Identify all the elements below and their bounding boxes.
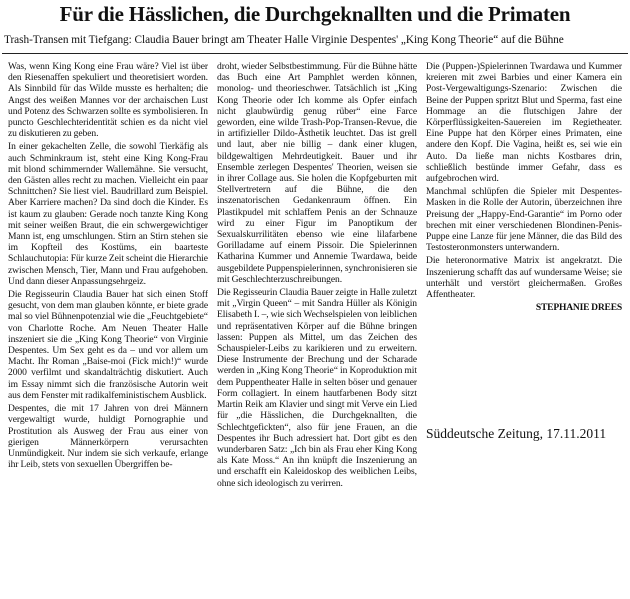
paragraph: Die (Puppen-)Spielerinnen Twardawa und Kummer kreieren mit zwei Barbies und einer Kamera ein Post-Vergewaltigungs-Szenario: Zwischen die Beine der Puppen spritzt Blut und Sperma, fast eine Hommage an die flutschigen Jahre der Körperflüssigkeiten-Sauereien im Regietheater. Eine Puppe hat den Körper eines Primaten, eine andere den Kopf. Die Vagina, heißt es, sei wie ein Auto. Da ließe man nichts Kostbares drin, schließlich bestünde immer Gefahr, dass es aufgebrochen wird. [426, 61, 622, 185]
paragraph: Despentes, die mit 17 Jahren von drei Männern vergewaltigt wurde, huldigt Pornographie und Prostitution als Ausweg der Frau aus einer von gierigen Männerkörpern verursachten Unmündigkeit. Nur indem sie sich verkaufe, erlange ihr Leib, stets von sexuellen Übergriffen be- [8, 403, 208, 471]
paragraph: Die Regisseurin Claudia Bauer hat sich einen Stoff gesucht, von dem man glauben könnte, er biete grade mal so viel Bühnenpotenzial wie die „Feuchtgebiete“ von Charlotte Roche. Am Neuen Theater Halle inszeniert sie die „King Kong Theorie“ von Virginie Despentes. Um Sex geht es da – und vor allem um Macht. Ihr Roman „Baise-moi (Fick mich!)“ wurde 2000 verfilmt und skandalträchtig diskutiert. Auch im Essay nimmt sich die französische Autorin weit aus dem Fenster mit radikalfeministischem Ausblick. [8, 289, 208, 401]
subheadline: Trash-Transen mit Tiefgang: Claudia Bauer bringt am Theater Halle Virginie Despentes' „King Kong Theorie“ auf die Bühne [4, 34, 564, 46]
article-column-3 [426, 61, 622, 401]
paragraph: Die heteronormative Matrix ist angekratzt. Die Inszenierung schafft das auf wundersame Weise; sie unterhält und verstört gleichermaßen. Großes Affentheater. [426, 255, 622, 301]
paragraph: Was, wenn King Kong eine Frau wäre? Viel ist über den Riesenaffen spekuliert und theoretisiert worden. Als Sinnbild für das Wilde musste es herhalten; die Angst des weißen Mannes vor der archaischen Lust und Potenz des Schwarzen sollte es symbolisieren. In puncto Geschlechteridentität schien es da nicht viel zu diskutieren zu geben. [8, 61, 208, 140]
header-rule [2, 53, 628, 54]
headline: Für die Hässlichen, die Durchgeknallten und die Primaten [59, 2, 571, 26]
paragraph: Die Regisseurin Claudia Bauer zeigte in Halle zuletzt mit „Virgin Queen“ – mit Sandra Hüller als Königin Elisabeth I. –, wie sich Wechselspielen von leiblichen und repräsentativen Körper auf die Bühne bringen lassen: Puppen als Mittel, um das Zeichen des Schauspieler-Leibs zu karikieren und zu erweitern. Diese Instrumente der Brechung und der Scharade werden in „King Kong Theorie“ in Koproduktion mit dem Puppentheater Halle in selten böser und genauer Form collagiert. In einem hautfarbenen Body sitzt Martin Reik am Klavier und singt mit Verve ein Lied für „die Hässlichen, die Durchgeknallten, die Schlechtgefickten“, also für jene Frauen, an die Despentes ihr Buch adressiert hat. Dort gibt es den wunderbaren Satz: „Ich bin als Frau eher King Kong als Kate Moss.“ An ihn knüpft die Inszenierung an und erschafft ein Kaleidoskop des weiblichen Leibs, ohne sich ideologisch zu verirren. [217, 287, 417, 489]
paragraph: droht, wieder Selbstbestimmung. Für die Bühne hätte das Buch eine Art Pamphlet werden können, monolog- und theorieschwer. Tatsächlich ist „King Kong Theorie oder Ich komme als Opfer einfach nicht glaubwürdig genug rüber“ eine Farce geworden, eine wilde Trash-Pop-Transen-Revue, die in artifizieller Dildo-Ästhetik leuchtet. Das ist grell und laut, aber nie billig – dank einer klugen, bildgewaltigen Mehrdeutigkeit. Bauer und ihr Ensemble zerlegen Despentes' Theorien, weisen sie in ihrer Collage aus. Sie holen die Kopfgeburten mit Stellvertretern auf die Bühne, die den inszenatorischen Gedankenraum öffnen. Ein Plastikpudel mit schlaffem Penis an der Schnauze wird zu einer Figur im Panoptikum der Sexualskurrilitäten ebenso wie eine lilafarbene Gorilladame auf einem Pissoir. Die Spielerinnen Katharina Kummer und Annemie Twardawa, beide ausgebildete Puppenspielerinnen, synchronisieren sie mit Geschlechterzuschreibungen. [217, 61, 417, 285]
paragraph: Manchmal schlüpfen die Spieler mit Despentes-Masken in die Rolle der Autorin, überzeichnen ihre Preisung der „Happy-End-Garantie“ im Porno oder brechen mit einer verschiedenen Blondinen-Penis-Puppe eine Lanze für jene Männer, die das Bild des Testosteronmonsters unterwandern. [426, 186, 622, 254]
article-column-2 [217, 61, 417, 597]
source-citation: Süddeutsche Zeitung, 17.11.2011 [426, 426, 607, 441]
author-byline: STEPHANIE DREES [535, 302, 622, 314]
article-column-1 [8, 61, 208, 597]
paragraph: In einer gekachelten Zelle, die sowohl Tierkäfig als auch Schminkraum ist, steht eine King Kong-Frau mit blond schimmernder Wallemähne. Sie versucht, den Gästen alles recht zu machen. Vielleicht ein paar Schnittchen? Sie liest viel. Baudrillard zum Beispiel. Aber Karriere machen? Da sind doch die Kinder. Es ist kaum zu glauben: Gerade noch tanzte King Kong mit seiner weißen Braut, die ein schwergewichtiger Mann ist, eng umschlungen. Stirn an Stirn stehen sie im Kopfteil des Kostüms, ein baarteste Schlauchutopia: Für kurze Zeit scheint die Hierarchie zwischen Mensch, Tier, Mann und Frau aufgehoben. Und dann dieser Anpassungsehrgeiz. [8, 141, 208, 287]
